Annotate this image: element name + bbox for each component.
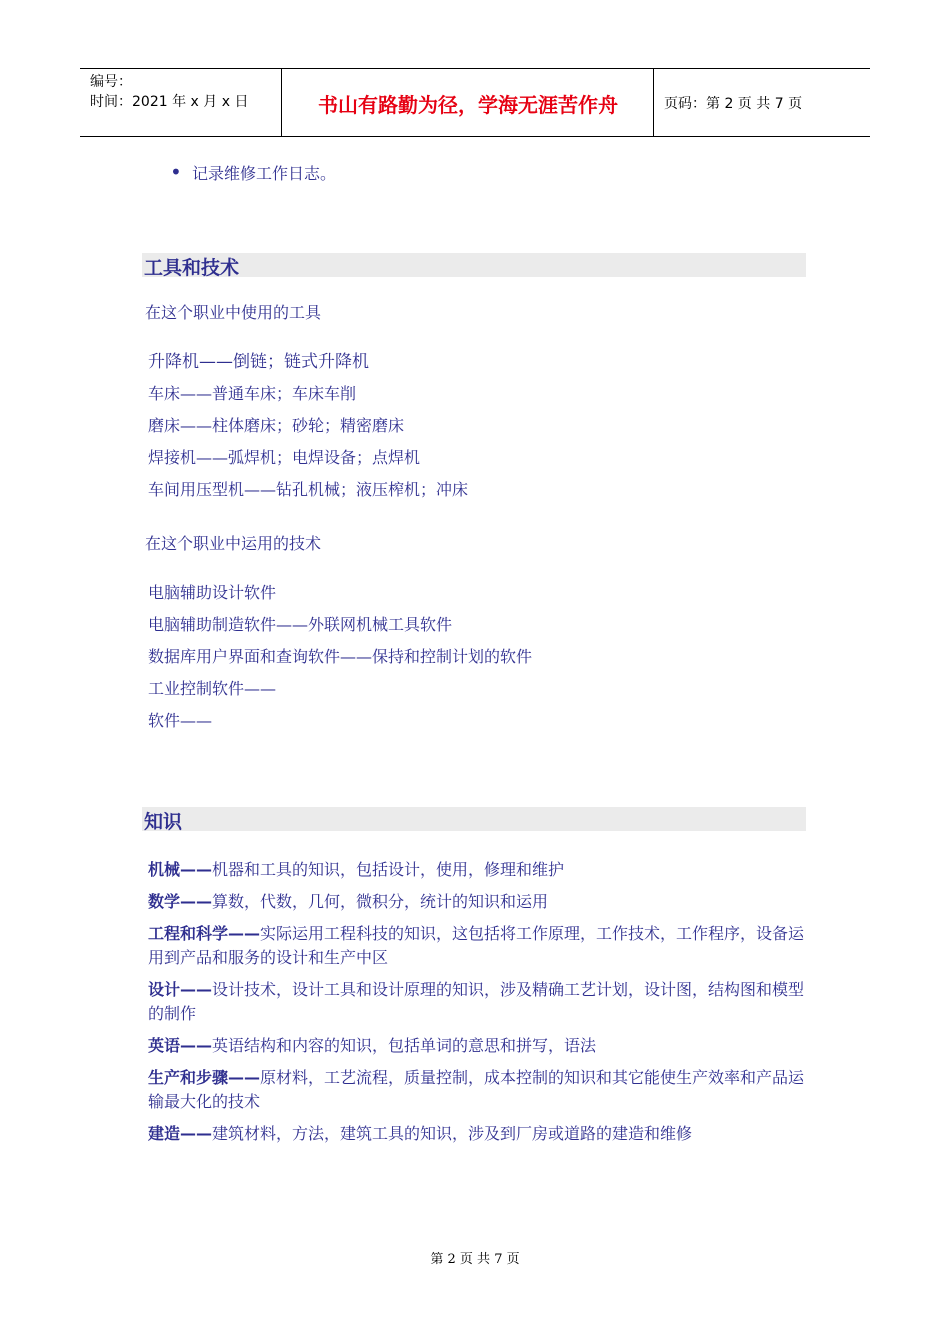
list-item: 工业控制软件—— (148, 679, 277, 698)
tools-list (148, 346, 468, 506)
page-header (80, 68, 870, 137)
knowledge-item (148, 858, 808, 882)
knowledge-list (148, 858, 808, 1154)
number-label: 编号： (90, 74, 132, 90)
bullet-dot-icon: • (170, 160, 182, 184)
list-item: 焊接机——弧焊机；电焊设备；点焊机 (148, 448, 421, 467)
header-meta (90, 72, 248, 112)
list-item: 磨床——柱体磨床；砂轮；精密磨床 (148, 416, 405, 435)
tech-list (148, 577, 532, 737)
list-item: 数据库用户界面和查询软件——保持和控制计划的软件 (148, 647, 533, 666)
section-title: 知识 (144, 811, 183, 833)
knowledge-desc: 实际运用工程科技的知识，这包括将工作原理，工作技术，工作程序，设备运用到产品和服务的设计和生产中区 (148, 924, 805, 967)
time-label: 时间：2021 年 x 月 x 日 (90, 94, 249, 110)
tech-heading: 在这个职业中运用的技术 (145, 534, 322, 553)
knowledge-desc: 原材料，工艺流程，质量控制，成本控制的知识和其它能使生产效率和产品运输最大化的技术 (148, 1068, 805, 1111)
list-item: 车床——普通车床；车床车削 (148, 384, 357, 403)
knowledge-item (148, 1034, 808, 1058)
knowledge-term: 工程和科学—— (148, 924, 261, 943)
list-item: 软件—— (148, 711, 213, 730)
knowledge-item (148, 1066, 808, 1114)
section-header-knowledge (142, 807, 806, 831)
knowledge-term: 英语—— (148, 1036, 213, 1055)
knowledge-term: 数学—— (148, 892, 213, 911)
bullet-text: 记录维修工作日志。 (192, 164, 337, 183)
tools-heading: 在这个职业中使用的工具 (145, 303, 322, 322)
bullet-item (170, 160, 336, 184)
list-item: 车间用压型机——钻孔机械；液压榨机；冲床 (148, 480, 469, 499)
section-header-tools (142, 253, 806, 277)
knowledge-desc: 建筑材料，方法，建筑工具的知识，涉及到厂房或道路的建造和维修 (212, 1124, 693, 1143)
motto: 书山有路勤为径，学海无涯苦作舟 (318, 93, 618, 117)
knowledge-item (148, 922, 808, 970)
list-item: 电脑辅助制造软件——外联网机械工具软件 (148, 615, 453, 634)
section-title: 工具和技术 (144, 257, 240, 279)
knowledge-term: 建造—— (148, 1124, 213, 1143)
knowledge-term: 生产和步骤—— (148, 1068, 261, 1087)
knowledge-desc: 设计技术，设计工具和设计原理的知识，涉及精确工艺计划，设计图，结构图和模型的制作 (148, 980, 805, 1023)
list-item: 电脑辅助设计软件 (148, 583, 277, 602)
knowledge-item (148, 890, 808, 914)
knowledge-item (148, 1122, 808, 1146)
knowledge-desc: 算数，代数，几何，微积分，统计的知识和运用 (212, 892, 549, 911)
knowledge-term: 机械—— (148, 860, 213, 879)
knowledge-desc: 机器和工具的知识，包括设计，使用，修理和维护 (212, 860, 565, 879)
knowledge-item (148, 978, 808, 1026)
page-info: 页码：第 2 页 共 7 页 (664, 96, 803, 112)
page-footer: 第 2 页 共 7 页 (430, 1252, 520, 1267)
list-item: 升降机——倒链；链式升降机 (148, 352, 369, 372)
knowledge-term: 设计—— (148, 980, 213, 999)
knowledge-desc: 英语结构和内容的知识，包括单词的意思和拼写，语法 (212, 1036, 597, 1055)
